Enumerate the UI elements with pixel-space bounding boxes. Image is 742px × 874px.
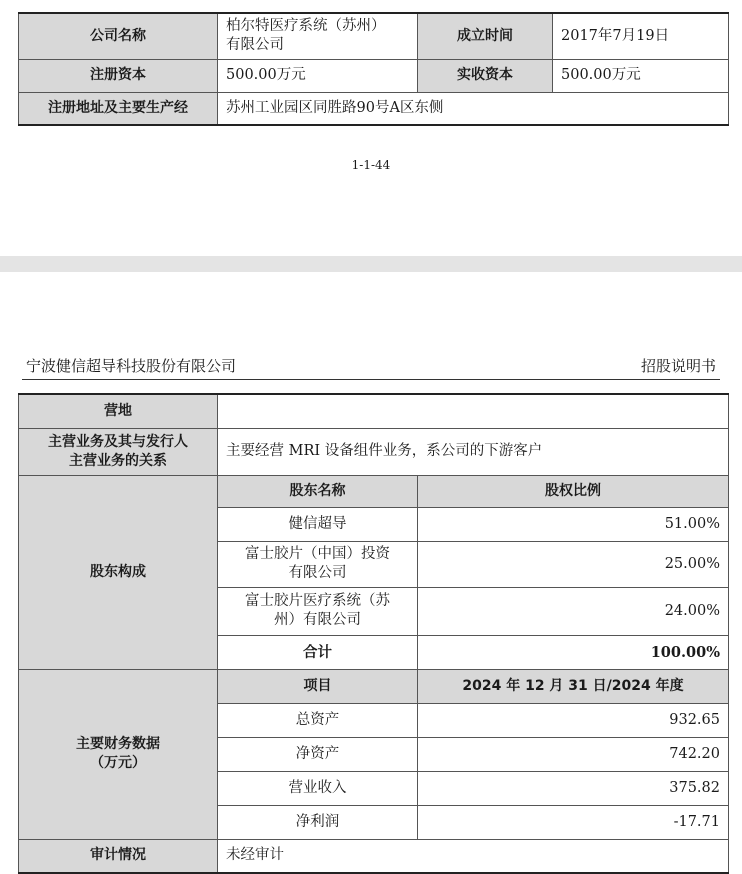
shareholder-name <box>218 541 418 587</box>
financial-item: 总资产 <box>218 703 418 737</box>
financial-data-label-line1: 主要财务数据 <box>76 736 160 752</box>
company-info-table-bottom <box>18 393 729 874</box>
item-header: 项目 <box>218 669 418 703</box>
financial-item: 净资产 <box>218 737 418 771</box>
audit-value: 未经审计 <box>218 839 729 873</box>
company-name-label: 公司名称 <box>19 13 218 59</box>
shareholder-name <box>218 587 418 635</box>
business-relation-label <box>19 428 218 475</box>
total-label: 合计 <box>218 635 418 669</box>
founded-value: 2017年7月19日 <box>553 13 729 59</box>
address-continued-value <box>218 394 729 428</box>
registered-capital-label: 注册资本 <box>19 59 218 92</box>
shareholder-name <box>218 507 418 541</box>
shareholder-name-header: 股东名称 <box>218 475 418 507</box>
financial-data-label <box>19 669 218 839</box>
audit-label: 审计情况 <box>19 839 218 873</box>
page-bottom <box>0 272 742 874</box>
financial-item: 净利润 <box>218 805 418 839</box>
shareholder-name-line2: 州）有限公司 <box>274 612 361 628</box>
shareholder-ratio: 24.00% <box>418 587 729 635</box>
company-name-value <box>218 13 418 59</box>
page-number: 1-1-44 <box>351 158 391 172</box>
company-info-table-top <box>18 12 729 126</box>
financial-item: 营业收入 <box>218 771 418 805</box>
paid-capital-value: 500.00万元 <box>553 59 729 92</box>
shareholder-ratio: 51.00% <box>418 507 729 541</box>
business-relation-label-line1: 主营业务及其与发行人 <box>48 433 188 450</box>
financial-value: 742.20 <box>418 737 729 771</box>
founded-label: 成立时间 <box>418 13 553 59</box>
financial-value: 375.82 <box>418 771 729 805</box>
registered-capital-value: 500.00万元 <box>218 59 418 92</box>
header-company-name: 宁波健信超导科技股份有限公司 <box>26 357 237 375</box>
period-header: 2024 年 12 月 31 日/2024 年度 <box>418 669 729 703</box>
business-relation-value: 主要经营 MRI 设备组件业务，系公司的下游客户 <box>218 428 729 475</box>
business-relation-label-line2: 主营业务的关系 <box>69 452 167 469</box>
shareholders-label: 股东构成 <box>19 475 218 669</box>
page-separator <box>0 256 742 272</box>
address-label: 注册地址及主要生产经 <box>19 92 218 125</box>
total-value: 100.00% <box>418 635 729 669</box>
shareholder-name-line1: 健信超导 <box>288 515 347 532</box>
paid-capital-label: 实收资本 <box>418 59 553 92</box>
address-value: 苏州工业园区同胜路90号A区东侧 <box>218 92 729 125</box>
header-rule <box>22 379 720 380</box>
shareholder-name-line1: 富士胶片医疗系统（苏 <box>245 593 390 609</box>
financial-data-label-line2: （万元） <box>90 755 146 771</box>
shareholder-ratio-header: 股权比例 <box>418 475 729 507</box>
financial-value: 932.65 <box>418 703 729 737</box>
company-name-line1: 柏尔特医疗系统（苏州） <box>226 18 386 35</box>
company-name-line2: 有限公司 <box>226 37 284 54</box>
financial-value: -17.71 <box>418 805 729 839</box>
shareholder-ratio: 25.00% <box>418 541 729 587</box>
address-continued-label: 营地 <box>19 394 218 428</box>
shareholder-name-line2: 有限公司 <box>288 565 347 581</box>
page-top <box>0 0 742 256</box>
header-document-type: 招股说明书 <box>640 357 716 375</box>
shareholder-name-line1: 富士胶片（中国）投资 <box>245 546 390 562</box>
